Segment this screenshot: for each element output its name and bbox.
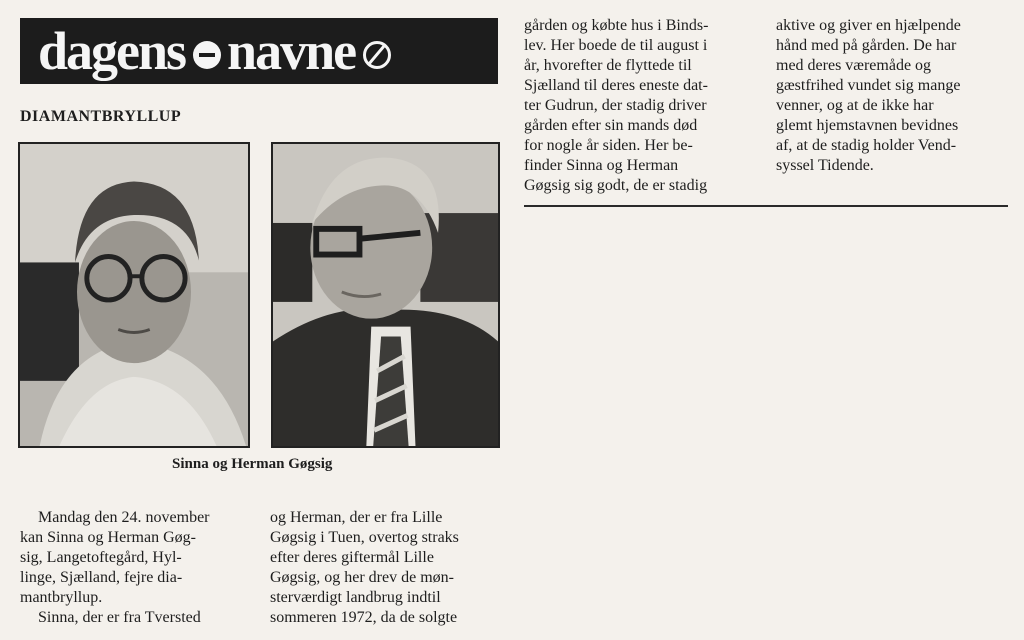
article-line: mantbryllup. [20,589,103,606]
masthead-word-dagens: dagens [38,21,186,81]
article-line: kan Sinna og Herman Gøg- [20,529,196,546]
article-line: sommeren 1972, da de solgte [270,609,458,626]
photo-herman [271,142,500,448]
article-line: år, hvorefter de flyttede til [524,57,692,74]
article-line: Gøgsig, og her drev de møn- [270,569,454,586]
photo-caption: Sinna og Herman Gøgsig [172,456,333,472]
article-line: sig, Langetoftegård, Hyl- [20,549,182,566]
article-line: hånd med på gården. De har [776,37,957,54]
article-line: med deres væremåde og [776,57,932,74]
article-line: glemt hjemstavnen bevidnes [776,117,959,134]
article-line: Gøgsig sig godt, de er stadig [524,177,708,194]
minus-circle-icon [193,41,221,69]
masthead [20,18,498,84]
slashed-circle-icon [363,41,391,69]
column-divider-rule [524,205,1008,207]
article-line: gæstfrihed vundet sig mange [776,77,961,94]
section-rubric: DIAMANTBRYLLUP [20,108,182,125]
article-line: af, at de stadig holder Vend- [776,137,957,154]
article-line: lev. Her boede de til august i [524,37,708,54]
article-line: Sinna, der er fra Tversted [38,609,201,626]
article-line: Sjælland til deres eneste dat- [524,77,708,94]
photo-sinna [18,142,250,448]
article-column-4 [776,16,1008,176]
article-line: for nogle år siden. Her be- [524,137,693,154]
article-line: Gøgsig i Tuen, overtog straks [270,529,459,546]
article-column-1 [20,508,252,628]
portrait-man-image [273,144,498,446]
article-line: aktive og giver en hjælpende [776,17,961,34]
article-line: gården efter sin mands død [524,117,698,134]
article-line: og Herman, der er fra Lille [270,509,443,526]
article-line: syssel Tidende. [776,157,874,174]
article-line: gården og købte hus i Binds- [524,17,709,34]
article-line: Mandag den 24. november [38,509,210,526]
article-line: finder Sinna og Herman [524,157,679,174]
article-line: venner, og at de ikke har [776,97,934,114]
masthead-word-navne: navne [227,21,356,81]
article-line: efter deres giftermål Lille [270,549,434,566]
article-line: linge, Sjælland, fejre dia- [20,569,183,586]
article-column-3 [524,16,756,196]
portrait-woman-image [20,144,248,446]
article-line: sterværdigt landbrug indtil [270,589,441,606]
article-column-2 [270,508,502,628]
article-line: ter Gudrun, der stadig driver [524,97,707,114]
